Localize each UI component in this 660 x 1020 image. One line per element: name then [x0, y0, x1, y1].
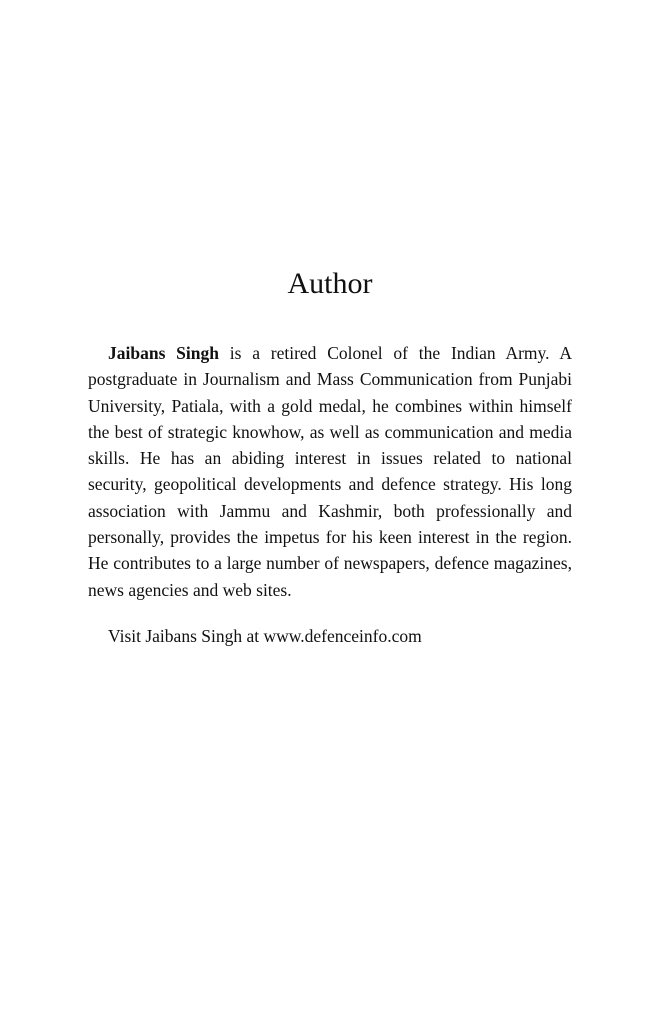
author-name: Jaibans Singh	[108, 343, 219, 363]
author-bio-paragraph	[88, 340, 572, 603]
page-title: Author	[287, 267, 373, 300]
author-website-line: Visit Jaibans Singh at www.defenceinfo.com	[108, 626, 422, 646]
author-bio-text: is a retired Colonel of the Indian Army. A postgraduate in Journalism and Mass Communication from Punjabi University, Patiala, with a gold medal, he combines within himself the best of strategic knowhow, as well as communication and media skills. He has an abiding interest in issues related to national security, geopolitical developments and defence strategy. His long association with Jammu and Kashmir, both professionally and personally, provides the impetus for his keen interest in the region. He contributes to a large number of newspapers, defence magazines, news agencies and web sites.	[88, 343, 572, 600]
